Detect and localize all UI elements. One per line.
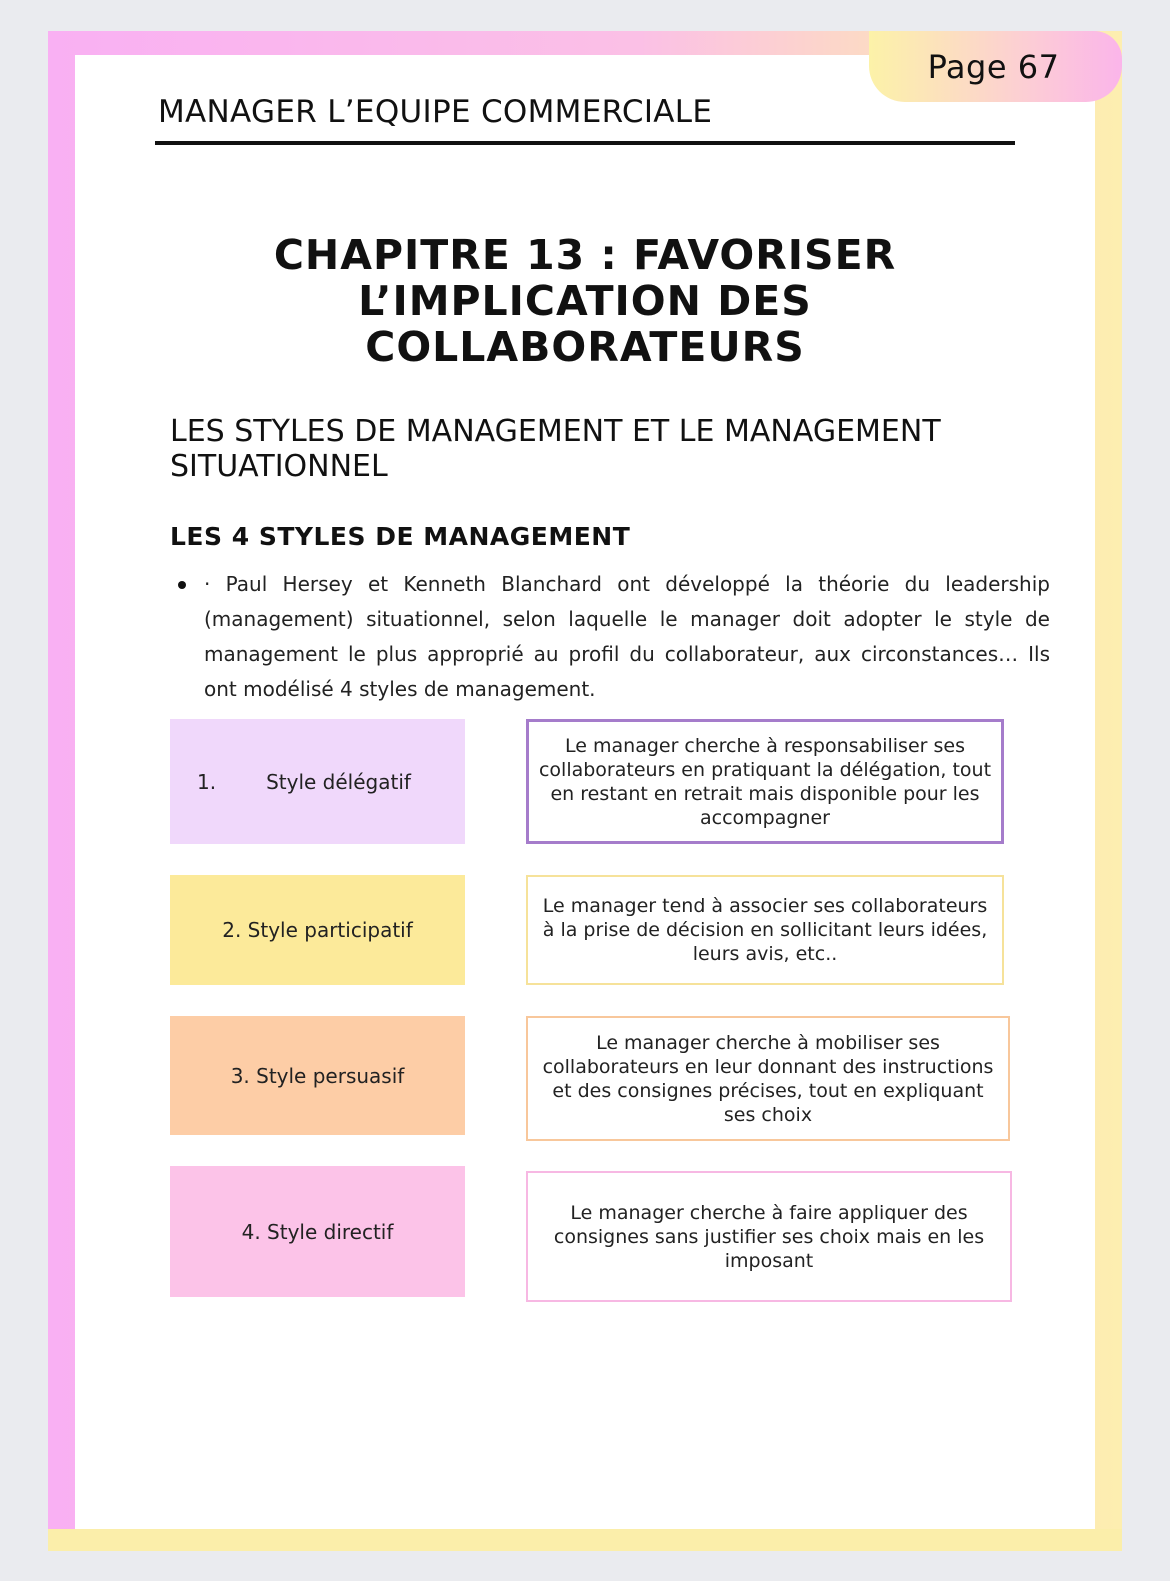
style-label: 4. Style directif bbox=[241, 1219, 394, 1244]
chapter-title-line: L’IMPLICATION DES bbox=[358, 277, 812, 325]
style-number: 1. bbox=[197, 769, 217, 794]
chapter-title-line: COLLABORATEURS bbox=[365, 323, 805, 371]
style-label: 3. Style persuasif bbox=[230, 1063, 405, 1088]
style-description-box bbox=[526, 719, 1004, 844]
style-description-box bbox=[526, 875, 1004, 985]
bullet-dot-icon bbox=[178, 581, 186, 589]
style-description-box bbox=[526, 1171, 1012, 1302]
style-description: Le manager cherche à responsabiliser ses collaborateurs en pratiquant la délégation, tout en restant en retrait mais disponible pour les accompagner bbox=[538, 734, 992, 829]
running-head: MANAGER L’EQUIPE COMMERCIALE bbox=[158, 94, 713, 130]
style-description: Le manager tend à associer ses collaborateurs à la prise de décision en sollicitant leurs idées, leurs avis, etc.. bbox=[542, 895, 988, 965]
style-description: Le manager cherche à faire appliquer des consignes sans justifier ses choix mais en les imposant bbox=[553, 1201, 985, 1272]
running-head-rule bbox=[155, 141, 1015, 145]
section-title: LES STYLES DE MANAGEMENT ET LE MANAGEMENT SITUATIONNEL bbox=[170, 414, 941, 484]
style-label-box bbox=[170, 719, 465, 844]
style-label: Style délégatif bbox=[266, 769, 411, 794]
style-label-box bbox=[170, 1016, 465, 1135]
style-label-box bbox=[170, 1166, 465, 1297]
intro-bullet bbox=[178, 567, 1050, 707]
style-label-box bbox=[170, 875, 465, 985]
style-label: 2. Style participatif bbox=[222, 918, 413, 942]
style-description: Le manager cherche à mobiliser ses collaborateurs en leur donnant des instructions et des consignes précises, tout en expliquant ses choix bbox=[542, 1031, 994, 1126]
page-border-bottom bbox=[48, 1529, 1122, 1551]
intro-paragraph: · Paul Hersey et Kenneth Blanchard ont développé la théorie du leadership (management) situationnel, selon laquelle le manager doit adopter le style de management le plus approprié au profil du collaborateur, aux circonstances… Ils ont modélisé 4 styles de management. bbox=[204, 572, 1050, 701]
chapter-title bbox=[220, 232, 950, 370]
page-number: Page 67 bbox=[927, 47, 1060, 86]
chapter-title-line: CHAPITRE 13 : FAVORISER bbox=[273, 231, 897, 279]
style-description-box bbox=[526, 1016, 1010, 1141]
subsection-title: LES 4 STYLES DE MANAGEMENT bbox=[170, 522, 631, 551]
page-number-tab bbox=[869, 31, 1122, 102]
